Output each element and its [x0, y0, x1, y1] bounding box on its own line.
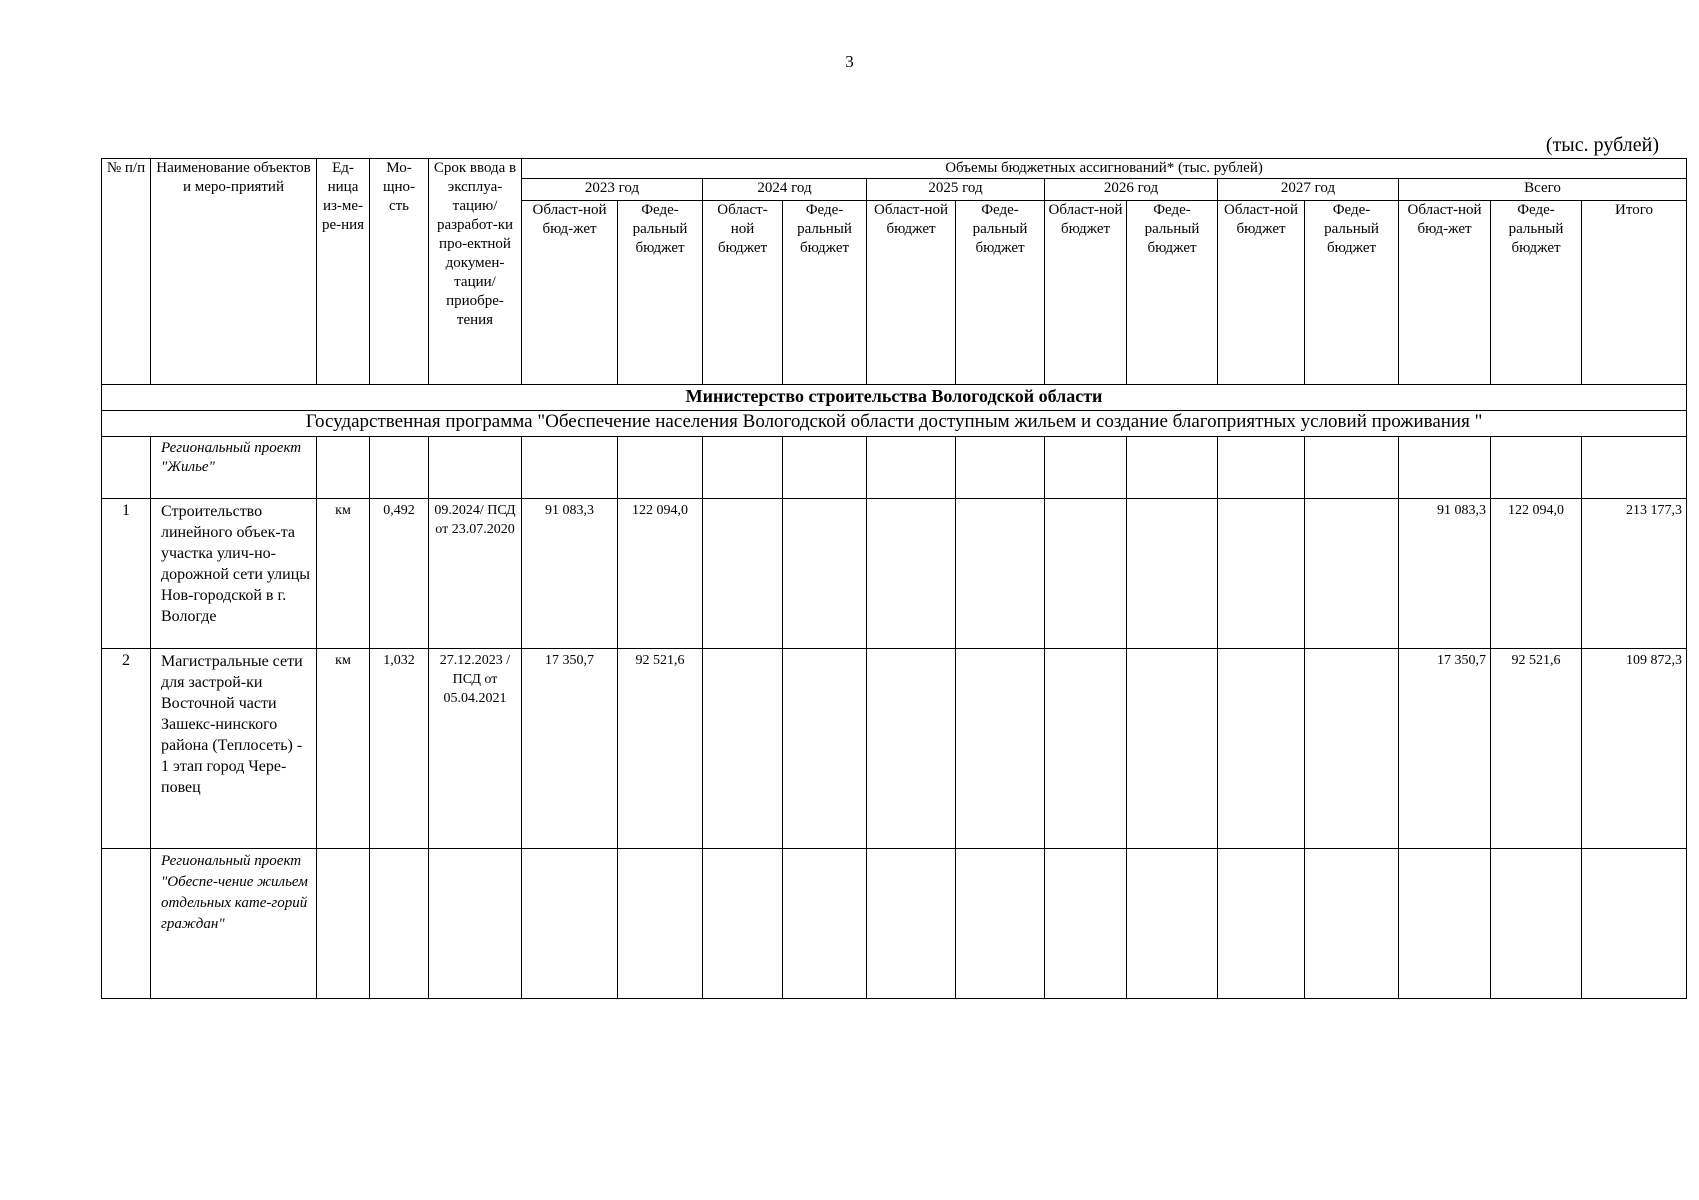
table-row — [102, 649, 1687, 849]
header-year-total: Всего — [1399, 179, 1687, 201]
header-year-2026: 2026 год — [1045, 179, 1218, 201]
header-budget-group: Объемы бюджетных ассигнований* (тыс. рублей) — [522, 159, 1687, 179]
header-capacity: Мо-щно-сть — [370, 159, 429, 385]
page-number: 3 — [845, 52, 854, 71]
header-sub-federal: Феде-ральный бюджет — [1491, 201, 1582, 385]
project-name: Региональный проект "Обеспе-чение жильем отдельных кате-горий граждан" — [151, 849, 317, 999]
row-total-federal: 92 521,6 — [1491, 649, 1582, 849]
row-capacity: 0,492 — [370, 499, 429, 649]
header-sub-regional: Област-ной бюджет — [867, 201, 956, 385]
row-total: 213 177,3 — [1582, 499, 1687, 649]
row-2023-regional: 17 350,7 — [522, 649, 618, 849]
row-2023-federal: 122 094,0 — [618, 499, 703, 649]
table-row — [102, 437, 1687, 499]
header-sub-regional: Област-ной бюджет — [1045, 201, 1127, 385]
row-2023-federal: 92 521,6 — [618, 649, 703, 849]
row-2023-regional: 91 083,3 — [522, 499, 618, 649]
program-title: Государственная программа "Обеспечение населения Вологодской области доступным жильем и создание благоприятных условий проживания " — [102, 411, 1687, 437]
header-sub-federal: Феде-ральный бюджет — [618, 201, 703, 385]
header-sub-regional: Област-ной бюд-жет — [1399, 201, 1491, 385]
header-row-1 — [102, 159, 1687, 179]
header-year-2024: 2024 год — [703, 179, 867, 201]
header-sub-regional: Област-ной бюджет — [703, 201, 783, 385]
row-num: 1 — [102, 499, 151, 649]
row-deadline: 09.2024/ ПСД от 23.07.2020 — [429, 499, 522, 649]
row-total: 109 872,3 — [1582, 649, 1687, 849]
row-deadline: 27.12.2023 /ПСД от 05.04.2021 — [429, 649, 522, 849]
row-name: Строительство линейного объек-та участка улич-но-дорожной сети улицы Нов-городской в г. Вологде — [151, 499, 317, 649]
row-total-federal: 122 094,0 — [1491, 499, 1582, 649]
header-unit: Ед-ница из-ме-ре-ния — [317, 159, 370, 385]
header-year-2023: 2023 год — [522, 179, 703, 201]
header-sub-federal: Феде-ральный бюджет — [956, 201, 1045, 385]
table-row — [102, 849, 1687, 999]
header-year-2027: 2027 год — [1218, 179, 1399, 201]
row-unit: км — [317, 499, 370, 649]
header-total: Итого — [1582, 201, 1687, 385]
row-total-regional: 17 350,7 — [1399, 649, 1491, 849]
header-sub-regional: Област-ной бюд-жет — [522, 201, 618, 385]
row-total-regional: 91 083,3 — [1399, 499, 1491, 649]
units-note: (тыс. рублей) — [1545, 134, 1659, 156]
header-sub-federal: Феде-ральный бюджет — [1127, 201, 1218, 385]
header-deadline: Срок ввода в эксплуа-тацию/ разработ-ки про-ектной докумен-тации/ приобре-тения — [429, 159, 522, 385]
header-name: Наименование объектов и меро-приятий — [151, 159, 317, 385]
row-num: 2 — [102, 649, 151, 849]
header-num: № п/п — [102, 159, 151, 385]
ministry-title: Министерство строительства Вологодской области — [102, 385, 1687, 411]
row-unit: км — [317, 649, 370, 849]
project-name: Региональный проект "Жилье" — [151, 437, 317, 499]
row-name: Магистральные сети для застрой-ки Восточной части Зашекс-нинского района (Теплосеть) - 1 этап город Чере-повец — [151, 649, 317, 849]
budget-table — [101, 158, 1687, 999]
header-sub-federal: Феде-ральный бюджет — [1305, 201, 1399, 385]
header-sub-regional: Област-ной бюджет — [1218, 201, 1305, 385]
row-capacity: 1,032 — [370, 649, 429, 849]
header-year-2025: 2025 год — [867, 179, 1045, 201]
table-row — [102, 499, 1687, 649]
ministry-row — [102, 385, 1687, 411]
header-sub-federal: Феде-ральный бюджет — [783, 201, 867, 385]
program-row — [102, 411, 1687, 437]
